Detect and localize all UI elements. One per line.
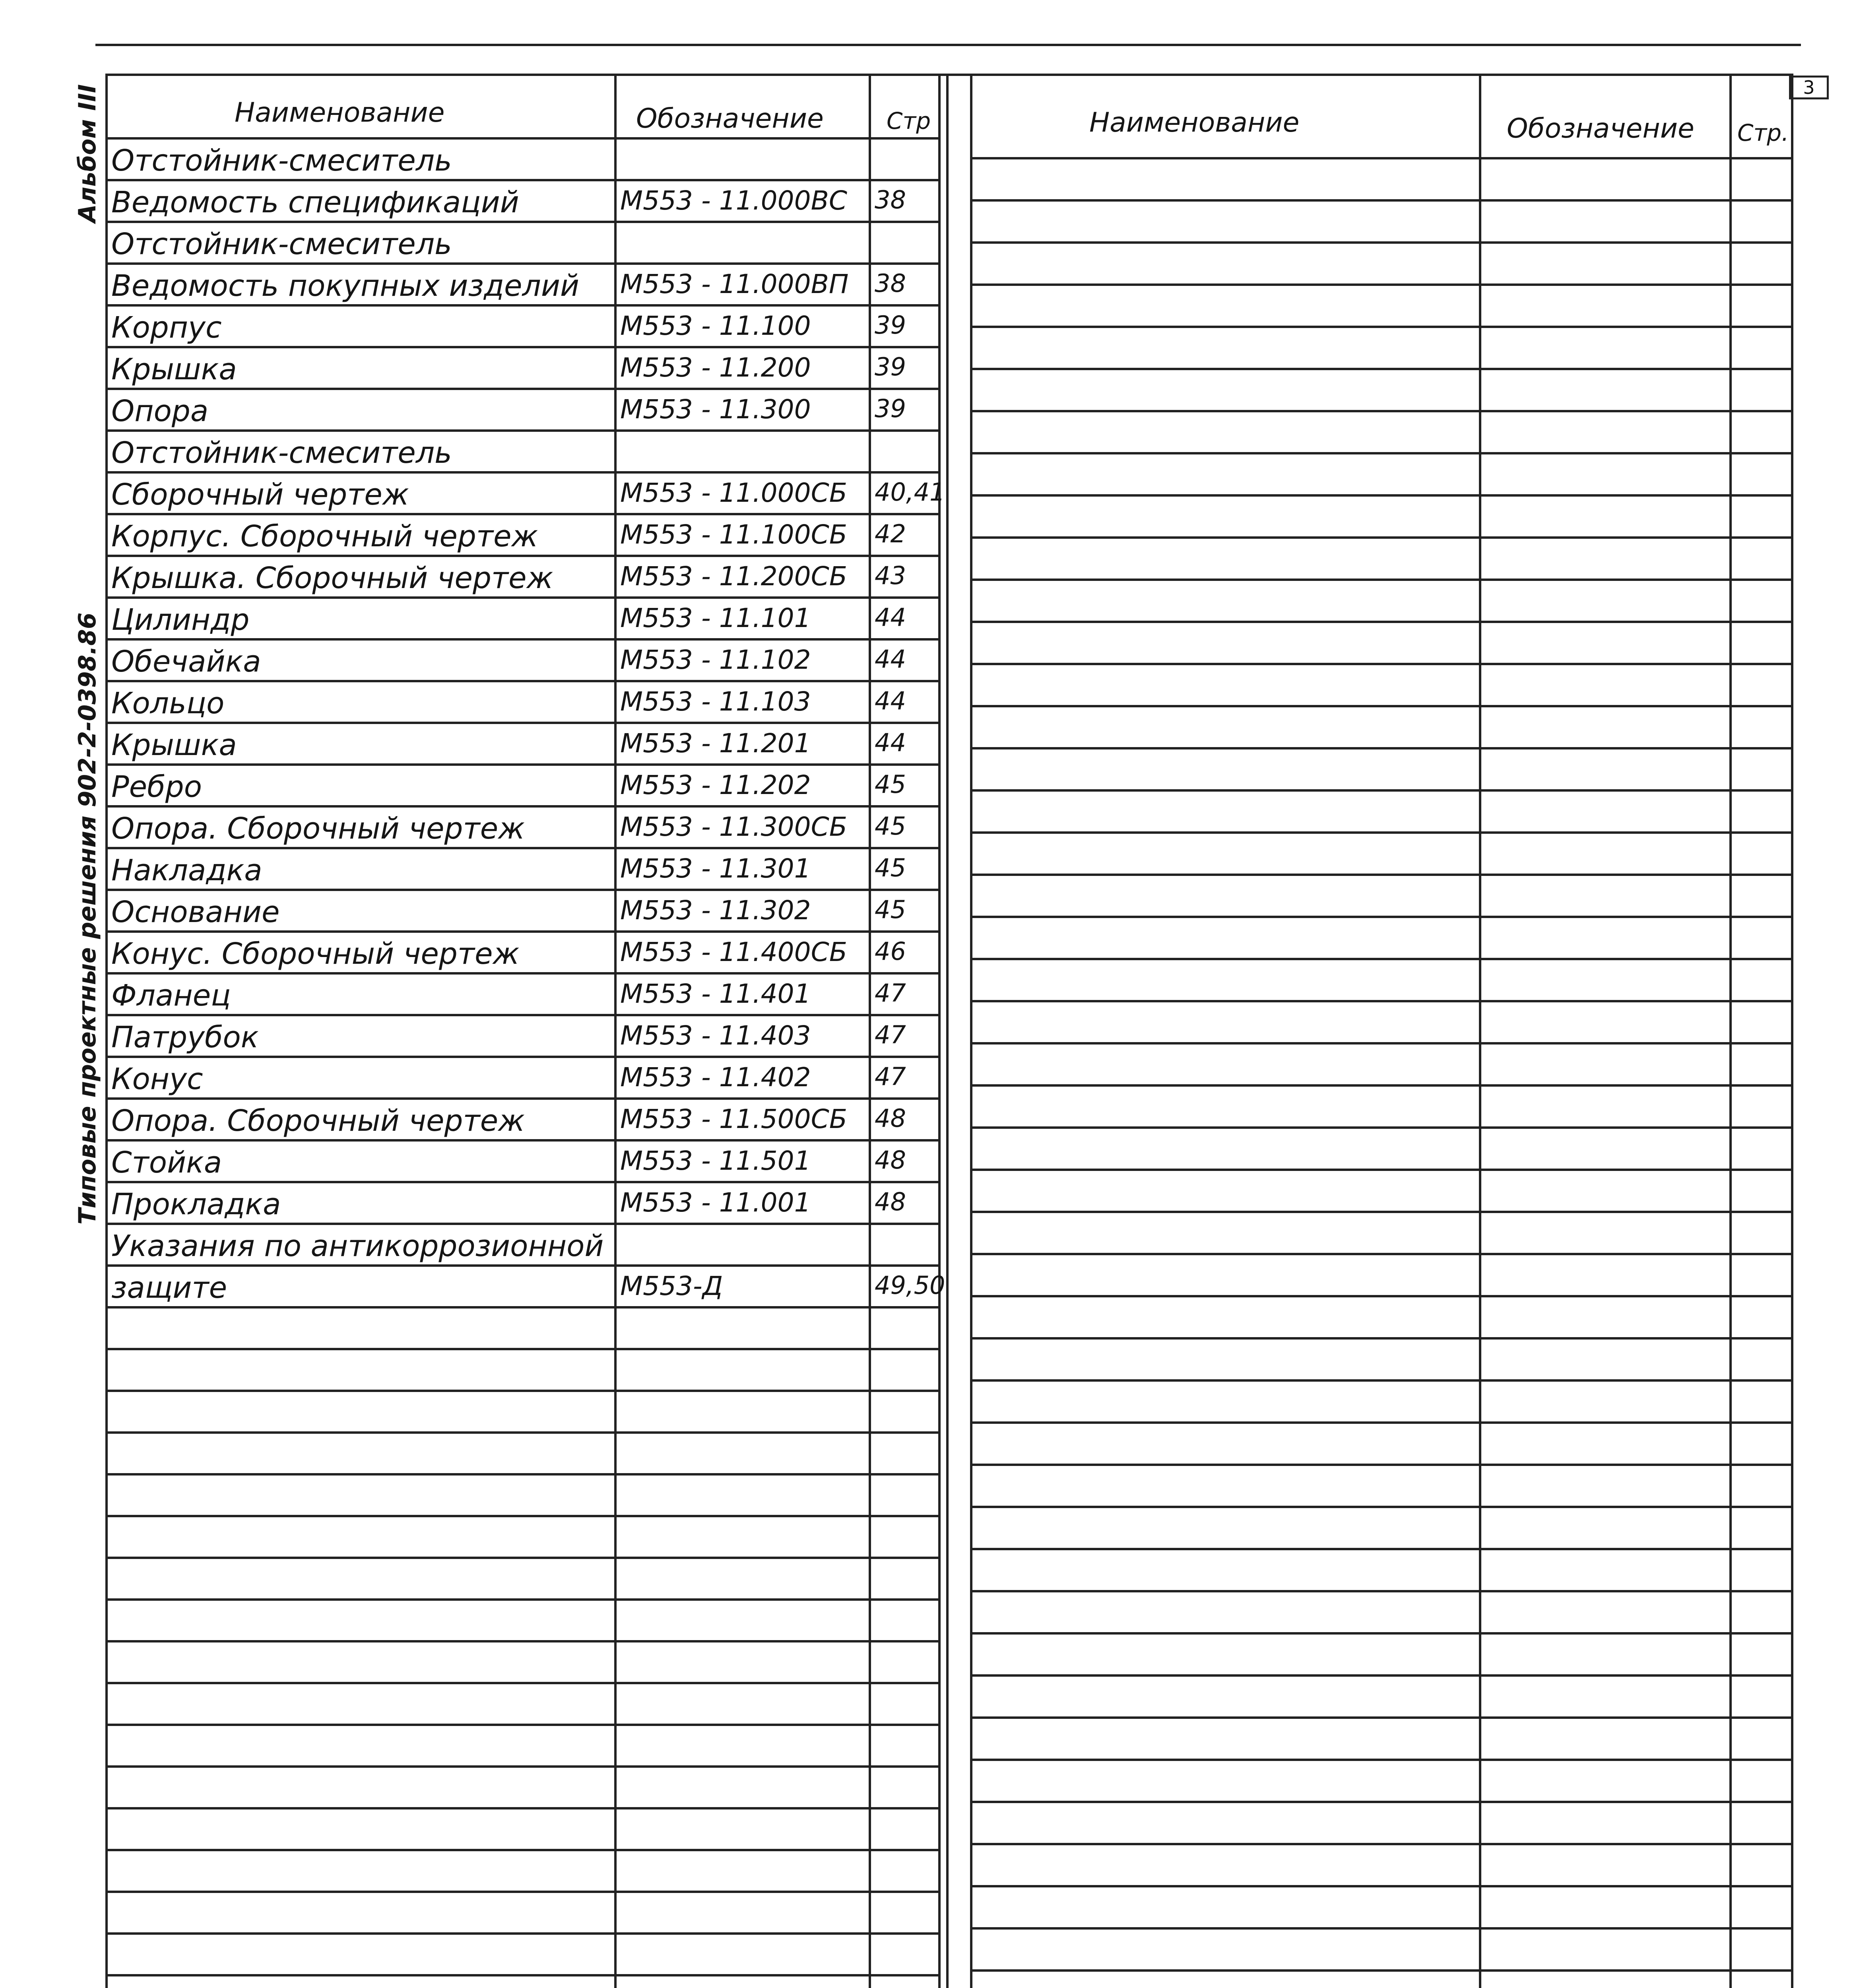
left-row-line [105, 1181, 940, 1183]
right-empty-row-line [970, 1801, 1793, 1803]
left-row-page: 48 [875, 1104, 906, 1133]
right-empty-row-line [970, 621, 1793, 623]
left-row-line [105, 346, 940, 348]
left-row-line [105, 930, 940, 933]
left-row-code: М553 - 11.403 [620, 1020, 811, 1051]
left-row-name: Отстойник-смеситель [111, 227, 452, 261]
side-label-series: Типовые проектные решения 902-2-0398.86 [74, 612, 101, 1225]
right-col-divider-page [1729, 74, 1732, 1988]
right-empty-row-line [970, 958, 1793, 960]
right-header-line [970, 157, 1793, 159]
left-row-page: 38 [875, 185, 906, 214]
right-empty-row-line [970, 1253, 1793, 1255]
left-row-line [105, 471, 940, 474]
left-row-page: 42 [875, 519, 906, 548]
right-empty-row-line [970, 368, 1793, 370]
right-empty-row-line [970, 1211, 1793, 1213]
right-empty-row-line [970, 1759, 1793, 1761]
right-empty-row-line [970, 1000, 1793, 1002]
right-table-left [970, 74, 972, 1988]
left-row-line [105, 1264, 940, 1267]
left-row-code: М553 - 11.100 [620, 311, 811, 341]
left-empty-row-line [105, 1765, 940, 1768]
right-empty-row-line [970, 789, 1793, 792]
left-row-page: 48 [875, 1145, 906, 1175]
right-empty-row-line [970, 1927, 1793, 1930]
left-row-code: М553 - 11.201 [620, 728, 811, 759]
left-empty-row-line [105, 1849, 940, 1851]
left-header-page: Стр [887, 107, 931, 134]
left-row-name: Прокладка [111, 1187, 281, 1221]
left-row-page: 45 [875, 853, 906, 882]
left-row-code: М553 - 11.200СБ [620, 561, 847, 592]
left-row-page: 47 [875, 1020, 906, 1049]
left-row-code: М553 - 11.001 [620, 1187, 811, 1218]
left-row-line [105, 847, 940, 849]
left-row-code: М553 - 11.402 [620, 1062, 811, 1093]
left-row-page: 44 [875, 645, 906, 674]
left-row-code: М553 - 11.102 [620, 645, 811, 675]
left-row-page: 38 [875, 269, 906, 298]
frame-right [1791, 74, 1793, 1988]
right-empty-row-line [970, 536, 1793, 539]
left-row-page: 47 [875, 1062, 906, 1091]
left-row-code: М553 - 11.000ВС [620, 185, 847, 216]
left-row-name: Кольцо [111, 686, 225, 720]
right-col-divider-code [1479, 74, 1481, 1988]
left-row-line [105, 1097, 940, 1100]
left-row-page: 47 [875, 978, 906, 1008]
left-row-page: 44 [875, 686, 906, 715]
sheet-number: 3 [1789, 76, 1829, 99]
left-header-code: Обозначение [636, 103, 824, 134]
left-row-name: Указания по антикоррозионной [111, 1229, 604, 1263]
left-empty-row-line [105, 1390, 940, 1392]
right-empty-row-line [970, 1590, 1793, 1592]
right-header-code: Обозначение [1507, 113, 1694, 144]
left-empty-row-line [105, 1724, 940, 1726]
left-row-name: Опора. Сборочный чертеж [111, 812, 525, 846]
left-row-page: 39 [875, 352, 906, 381]
left-empty-row-line [105, 1640, 940, 1642]
left-empty-row-line [105, 1891, 940, 1893]
left-row-line [105, 972, 940, 975]
left-row-page: 45 [875, 770, 906, 799]
left-row-line [105, 596, 940, 599]
left-row-line [105, 638, 940, 641]
left-row-line [105, 304, 940, 307]
left-row-code: М553 - 11.300 [620, 394, 811, 425]
left-row-code: М553 - 11.000ВП [620, 269, 849, 299]
left-row-name: Конус. Сборочный чертеж [111, 937, 520, 971]
right-empty-row-line [970, 1295, 1793, 1297]
right-empty-row-line [970, 663, 1793, 665]
left-row-name: Стойка [111, 1145, 222, 1180]
left-row-name: Корпус [111, 311, 222, 345]
right-empty-row-line [970, 916, 1793, 918]
right-empty-row-line [970, 1632, 1793, 1635]
left-row-line [105, 1223, 940, 1225]
left-row-name: Опора [111, 394, 209, 428]
right-empty-row-line [970, 1169, 1793, 1171]
left-empty-row-line [105, 1682, 940, 1684]
left-row-line [105, 179, 940, 181]
left-empty-row-line [105, 1932, 940, 1935]
left-row-name: Основание [111, 895, 280, 929]
left-row-code: М553-Д [620, 1271, 723, 1301]
left-row-code: М553 - 11.500СБ [620, 1104, 847, 1134]
left-col-divider-code [614, 74, 617, 1988]
left-row-name: Крышка [111, 352, 237, 386]
left-row-page: 40,41 [875, 478, 945, 507]
right-empty-row-line [970, 1379, 1793, 1382]
left-row-page: 39 [875, 394, 906, 423]
left-row-name: Сборочный чертеж [111, 478, 409, 512]
right-empty-row-line [970, 1548, 1793, 1550]
right-empty-row-line [970, 1843, 1793, 1845]
right-empty-row-line [970, 1126, 1793, 1129]
left-empty-row-line [105, 1557, 940, 1559]
right-empty-row-line [970, 1716, 1793, 1719]
left-row-line [105, 262, 940, 265]
right-empty-row-line [970, 241, 1793, 244]
left-row-code: М553 - 11.501 [620, 1145, 811, 1176]
left-row-code: М553 - 11.103 [620, 686, 811, 717]
right-empty-row-line [970, 452, 1793, 454]
left-empty-row-line [105, 1473, 940, 1475]
right-empty-row-line [970, 1885, 1793, 1887]
left-row-name: Крышка. Сборочный чертеж [111, 561, 553, 595]
left-col-divider-page [869, 74, 871, 1988]
right-empty-row-line [970, 1084, 1793, 1087]
left-row-line [105, 1139, 940, 1142]
right-empty-row-line [970, 747, 1793, 749]
left-row-code: М553 - 11.202 [620, 770, 811, 800]
left-row-page: 39 [875, 311, 906, 340]
left-row-name: Обечайка [111, 645, 261, 679]
right-empty-row-line [970, 1042, 1793, 1044]
left-row-name: защите [111, 1271, 227, 1305]
left-row-name: Цилиндр [111, 603, 250, 637]
left-row-line [105, 805, 940, 808]
left-empty-row-line [105, 1515, 940, 1517]
left-row-line [105, 221, 940, 223]
left-empty-row-line [105, 1807, 940, 1809]
left-row-name: Опора. Сборочный чертеж [111, 1104, 525, 1138]
left-row-line [105, 680, 940, 682]
gutter-line [946, 74, 949, 1988]
left-row-line [105, 889, 940, 891]
left-row-code: М553 - 11.300СБ [620, 812, 847, 842]
left-row-code: М553 - 11.301 [620, 853, 811, 884]
right-empty-row-line [970, 283, 1793, 286]
right-header-page: Стр. [1737, 119, 1789, 146]
right-empty-row-line [970, 410, 1793, 412]
right-empty-row-line [970, 199, 1793, 202]
left-row-name: Ведомость спецификаций [111, 185, 519, 219]
left-row-page: 44 [875, 603, 906, 632]
side-label-album: Альбом III [74, 84, 101, 223]
left-row-line [105, 513, 940, 515]
left-header-name: Наименование [235, 97, 445, 128]
right-empty-row-line [970, 1421, 1793, 1424]
left-empty-row-line [105, 1348, 940, 1350]
left-row-name: Корпус. Сборочный чертеж [111, 519, 538, 553]
right-header-name: Наименование [1089, 107, 1300, 138]
top-border [95, 44, 1801, 46]
left-row-code: М553 - 11.100СБ [620, 519, 847, 550]
left-row-code: М553 - 11.302 [620, 895, 811, 926]
left-row-line [105, 429, 940, 432]
left-row-name: Отстойник-смеситель [111, 144, 452, 178]
right-empty-row-line [970, 874, 1793, 876]
right-empty-row-line [970, 1674, 1793, 1677]
left-row-page: 46 [875, 937, 906, 966]
left-header-line [105, 137, 940, 140]
left-row-name: Отстойник-смеситель [111, 436, 452, 470]
left-empty-row-line [105, 1974, 940, 1976]
frame-left [105, 74, 108, 1988]
left-row-line [105, 1306, 940, 1309]
left-empty-row-line [105, 1431, 940, 1434]
right-empty-row-line [970, 831, 1793, 834]
left-row-line [105, 722, 940, 724]
left-row-line [105, 555, 940, 557]
left-row-code: М553 - 11.200 [620, 352, 811, 383]
left-row-code: М553 - 11.400СБ [620, 937, 847, 967]
left-row-page: 48 [875, 1187, 906, 1216]
left-row-line [105, 1014, 940, 1016]
left-row-code: М553 - 11.101 [620, 603, 811, 633]
left-empty-row-line [105, 1598, 940, 1601]
right-empty-row-line [970, 326, 1793, 328]
left-row-page: 45 [875, 812, 906, 841]
right-empty-row-line [970, 1969, 1793, 1972]
left-row-code: М553 - 11.000СБ [620, 478, 847, 508]
frame-top [107, 74, 1793, 76]
left-row-code: М553 - 11.401 [620, 978, 811, 1009]
right-empty-row-line [970, 1464, 1793, 1466]
right-empty-row-line [970, 579, 1793, 581]
left-row-page: 45 [875, 895, 906, 924]
left-row-name: Фланец [111, 978, 231, 1013]
left-row-page: 43 [875, 561, 906, 590]
left-row-name: Накладка [111, 853, 262, 887]
left-row-page: 44 [875, 728, 906, 757]
left-row-line [105, 763, 940, 766]
left-row-name: Ведомость покупных изделий [111, 269, 580, 303]
left-table-right [938, 74, 941, 1988]
left-row-page: 49,50 [875, 1271, 945, 1300]
left-row-name: Ребро [111, 770, 202, 804]
left-row-name: Крышка [111, 728, 237, 762]
left-row-name: Патрубок [111, 1020, 259, 1054]
right-empty-row-line [970, 705, 1793, 707]
left-row-line [105, 1056, 940, 1058]
left-row-name: Конус [111, 1062, 203, 1096]
right-empty-row-line [970, 1337, 1793, 1340]
left-row-line [105, 388, 940, 390]
right-empty-row-line [970, 494, 1793, 497]
right-empty-row-line [970, 1506, 1793, 1508]
